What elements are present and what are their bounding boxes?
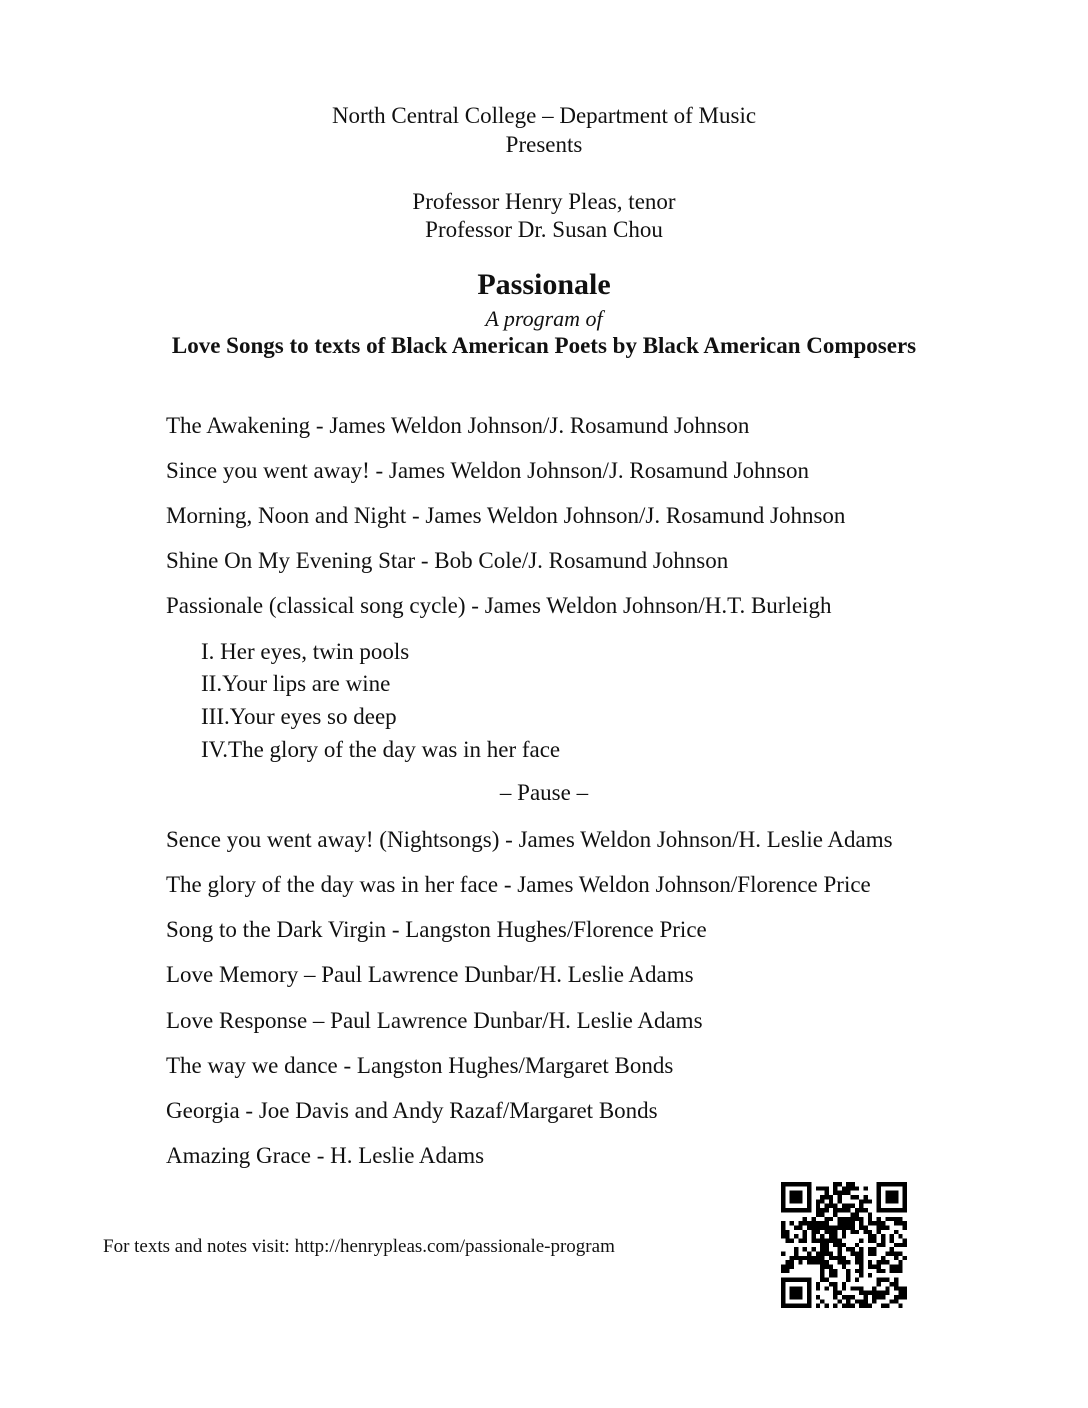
- item-text: The way we dance - Langston Hughes/Margaret Bonds: [166, 1053, 674, 1078]
- header-line-1: North Central College – Department of Music: [331, 103, 757, 128]
- header-line-2: Presents: [505, 132, 583, 157]
- performer-1: Professor Henry Pleas, tenor: [412, 189, 676, 214]
- cycle-movement: II.Your lips are wine: [201, 671, 391, 696]
- item-text: Love Memory – Paul Lawrence Dunbar/H. Leslie Adams: [166, 962, 694, 987]
- pause-divider: – Pause –: [499, 780, 589, 805]
- cycle-movement: I. Her eyes, twin pools: [201, 639, 410, 664]
- item-text: The Awakening - James Weldon Johnson/J. Rosamund Johnson: [166, 413, 750, 438]
- item-text: Song to the Dark Virgin - Langston Hughes/Florence Price: [166, 917, 707, 942]
- item-text: Shine On My Evening Star - Bob Cole/J. Rosamund Johnson: [166, 548, 729, 573]
- qr-code-icon: [781, 1182, 907, 1308]
- item-text: Since you went away! - James Weldon Johnson/J. Rosamund Johnson: [166, 458, 809, 483]
- item-text: Sence you went away! (Nightsongs) - James Weldon Johnson/H. Leslie Adams: [166, 827, 893, 852]
- program-title: Passionale: [477, 268, 611, 301]
- item-text: The glory of the day was in her face - James Weldon Johnson/Florence Price: [166, 872, 871, 897]
- performer-2: Professor Dr. Susan Chou: [425, 217, 663, 242]
- item-text: Passionale (classical song cycle) - James Weldon Johnson/H.T. Burleigh: [166, 593, 832, 618]
- item-text: Love Response – Paul Lawrence Dunbar/H. Leslie Adams: [166, 1008, 703, 1033]
- footer-link-text: For texts and notes visit: http://henrypleas.com/passionale-program: [103, 1236, 615, 1257]
- item-text: Amazing Grace - H. Leslie Adams: [166, 1143, 485, 1168]
- item-text: Morning, Noon and Night - James Weldon Johnson/J. Rosamund Johnson: [166, 503, 846, 528]
- item-text: Georgia - Joe Davis and Andy Razaf/Margaret Bonds: [166, 1098, 658, 1123]
- program-note: A program of: [485, 306, 603, 331]
- cycle-movement: IV.The glory of the day was in her face: [201, 737, 561, 762]
- program-subtitle: Love Songs to texts of Black American Poets by Black American Composers: [171, 333, 917, 358]
- cycle-movement: III.Your eyes so deep: [201, 704, 397, 729]
